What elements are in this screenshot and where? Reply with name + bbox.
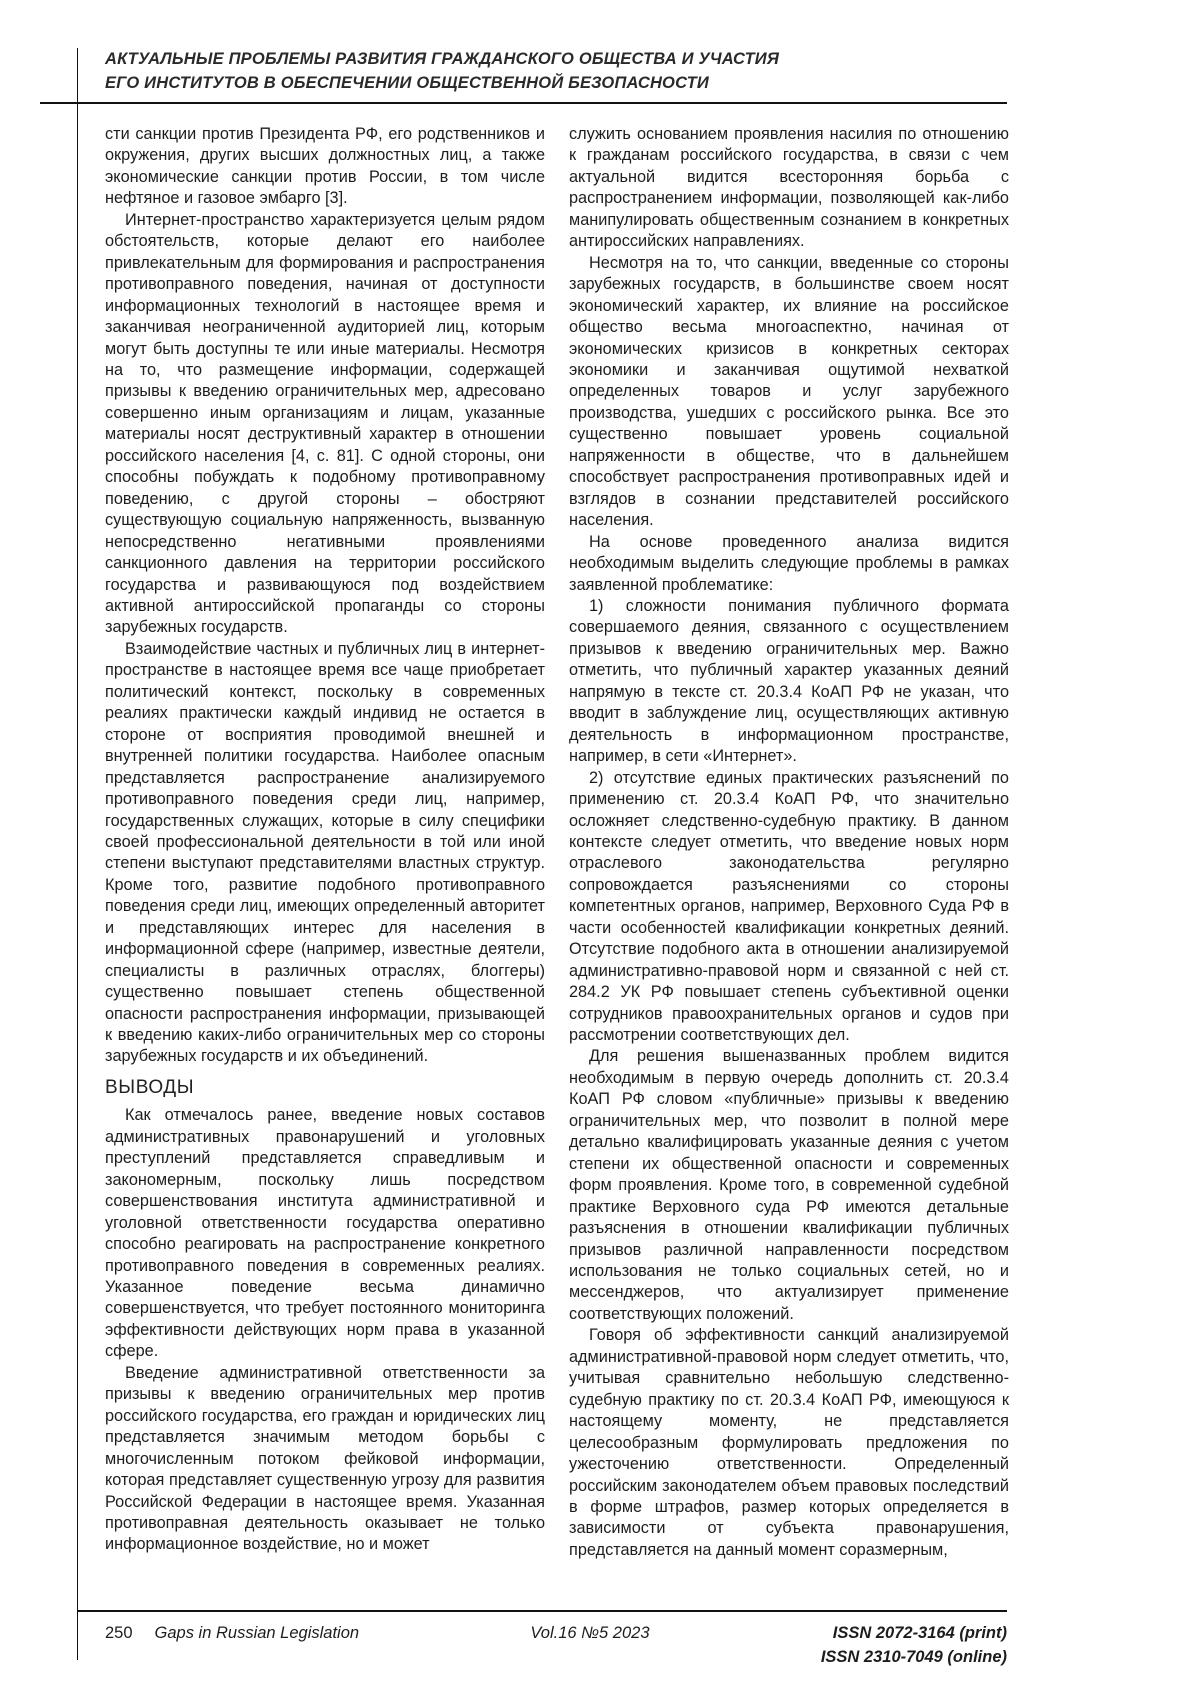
issn-print: ISSN 2072-3164 (print) <box>832 1624 1007 1642</box>
paragraph: Говоря об эффективности санкций анализируемой административной-правовой норм следует отметить, что, учитывая сравнительно небольшую следственно-судебную практику по ст. 20.3.4 КоАП РФ, имеющуюся к настоящему моменту, не представляется целесообразным формулировать предложения по ужесточению ответственности. Определенный российским законодателем объем правовых последствий в форме штрафов, размер которых определяется в зависимости от субъекта правонарушения, представляется на данный момент соразмерным, <box>569 1326 1009 1559</box>
paragraph: Взаимодействие частных и публичных лиц в интернет-пространстве в настоящее время все чаще приобретает политический контекст, поскольку в современных реалиях практически каждый индивид не остается в стороне от восприятия проводимой внешней и внутренней политики государства. Наиболее опасным представляется распространение анализируемого противоправного поведения среди лиц, например, государственных служащих, которые в силу специфики своей профессиональной деятельности в той или иной степени выступают представителями властных структур. Кроме того, развитие подобного противоправного поведения среди лиц, имеющих определенный авторитет и представляющих интерес для населения в информационной сфере (например, известные деятели, специалисты в различных отраслях, блоггеры) существенно повышает степень общественной опасности распространения информации, призывающей к введению каких-либо ограничительных мер со стороны зарубежных государств и их объединений. <box>105 639 545 1066</box>
issn-online: ISSN 2310-7049 (online) <box>820 1648 1007 1666</box>
paragraph: Введение административной ответственности за призывы к введению ограничительных мер против российского государства, его граждан и юридических лиц представляется значимым методом борьбы с многочисленным потоком фейковой информации, которая представляет существенную угрозу для развития Российской Федерации в настоящее время. Указанная противоправная деятельность оказывает не только информационное воздействие, но и может <box>105 1363 545 1554</box>
running-head-line-2: ЕГО ИНСТИТУТОВ В ОБЕСПЕЧЕНИИ ОБЩЕСТВЕННОЙ БЕЗОПАСНОСТИ <box>105 74 709 92</box>
running-head-line-1: АКТУАЛЬНЫЕ ПРОБЛЕМЫ РАЗВИТИЯ ГРАЖДАНСКОГО ОБЩЕСТВА И УЧАСТИЯ <box>105 50 780 68</box>
left-column <box>105 124 545 1561</box>
footer-rule <box>77 1610 1007 1612</box>
article-body <box>105 124 1008 1561</box>
paragraph: На основе проведенного анализа видится необходимым выделить следующие проблемы в рамках заявленной проблематике: <box>569 532 1009 594</box>
paragraph: Как отмечалось ранее, введение новых составов административных правонарушений и уголовных преступлений представляется справедливым и закономерным, поскольку лишь посредством совершенствования института административной и уголовной ответственности государства оперативно способно реагировать на распространение конкретного противоправного поведения в современных реалиях. Указанное поведение весьма динамично совершенствуется, что требует постоянного мониторинга эффективности действующих норм права в указанной сфере. <box>105 1106 545 1361</box>
paragraph: служить основанием проявления насилия по отношению к гражданам российского государства, в связи с чем актуальной видится всесторонняя борьба с распространением информации, позволяющей как-либо манипулировать общественным сознанием в конкретных антироссийских направлениях. <box>569 125 1009 251</box>
paragraph: Интернет-пространство характеризуется целым рядом обстоятельств, которые делают его наиболее привлекательным для формирования и распространения противоправного поведения, начиная от доступности информационных технологий в настоящее время и заканчивая неограниченной аудиторией лиц, которым могут быть доступны те или иные материалы. Несмотря на то, что размещение информации, содержащей призывы к введению ограничительных мер, адресовано совершенно иным организациям и лицам, указанные материалы носят деструктивный характер в отношении российского населения [4, с. 81]. С одной стороны, они способны побуждать к подобному противоправному поведению, с другой стороны – обостряют существующую социальную напряженность, вызванную непосредственно негативными проявлениями санкционного давления на территории российского государства и развивающуюся под воздействием активной антироссийской пропаганды со стороны зарубежных государств. <box>105 210 545 637</box>
paragraph: Для решения вышеназванных проблем видится необходимым в первую очередь дополнить ст. 20.3.4 КоАП РФ словом «публичные» призывы к введению ограничительных мер, что позволит в полной мере детально квалифицировать указанные деяния с учетом степени их общественной опасности и современных форм проявления. Кроме того, в современной судебной практике Верховного суда РФ имеются детальные разъяснения в отношении квалификации публичных призывов различной направленности посредством использования не только социальных сетей, но и мессенджеров, что актуализирует применение соответствующих положений. <box>569 1047 1009 1323</box>
paragraph: 1) сложности понимания публичного формата совершаемого деяния, связанного с осуществлением призывов к введению ограничительных мер. Важно отметить, что публичный характер указанных деяний напрямую в тексте ст. 20.3.4 КоАП РФ не указан, что вводит в заблуждение лиц, осуществляющих активную деятельность в информационном пространстве, например, в сети «Интернет». <box>569 596 1009 766</box>
conclusions-heading: ВЫВОДЫ <box>105 1076 195 1098</box>
footer-left <box>105 1621 359 1645</box>
paragraph: 2) отсутствие единых практических разъяснений по применению ст. 20.3.4 КоАП РФ, что значительно осложняет следственно-судебную практику. В данном контексте следует отметить, что введение новых норм отраслевого законодательства регулярно сопровождается разъяснениями со стороны компетентных органов, например, Верховного Суда РФ в части особенностей квалификации конкретных деяний. Отсутствие подобного акта в отношении анализируемой административно-правовой норм и связанной с ней ст. 284.2 УК РФ повышает степень субъективной оценки сотрудников правоохранительных органов и судов при рассмотрении соответствующих дел. <box>569 768 1009 1045</box>
page-number: 250 <box>105 1624 133 1642</box>
right-column <box>569 124 1009 1561</box>
paragraph: сти санкции против Президента РФ, его родственников и окружения, других высших должностных лиц, а также экономические санкции против России, в том числе нефтяное и газовое эмбарго [3]. <box>105 125 545 208</box>
page-footer <box>105 1621 1007 1669</box>
volume-info: Vol.16 №5 2023 <box>530 1624 650 1642</box>
header-rule <box>40 102 1007 104</box>
issn-block <box>821 1621 1007 1669</box>
running-head <box>105 47 1007 95</box>
journal-name: Gaps in Russian Legislation <box>154 1624 360 1642</box>
paragraph: Несмотря на то, что санкции, введенные со стороны зарубежных государств, в большинстве своем носят экономический характер, их влияние на российское общество весьма многоаспектно, начиная от экономических кризисов в конкретных секторах экономики и заканчивая ощутимой нехваткой определенных товаров и услуг зарубежного производства, ушедших с российского рынка. Все это существенно повышает уровень социальной напряженности в обществе, что в дальнейшем способствует распространения противоправных идей и взглядов в сознании представителей российского населения. <box>569 253 1009 530</box>
left-margin-rule <box>77 48 78 1660</box>
